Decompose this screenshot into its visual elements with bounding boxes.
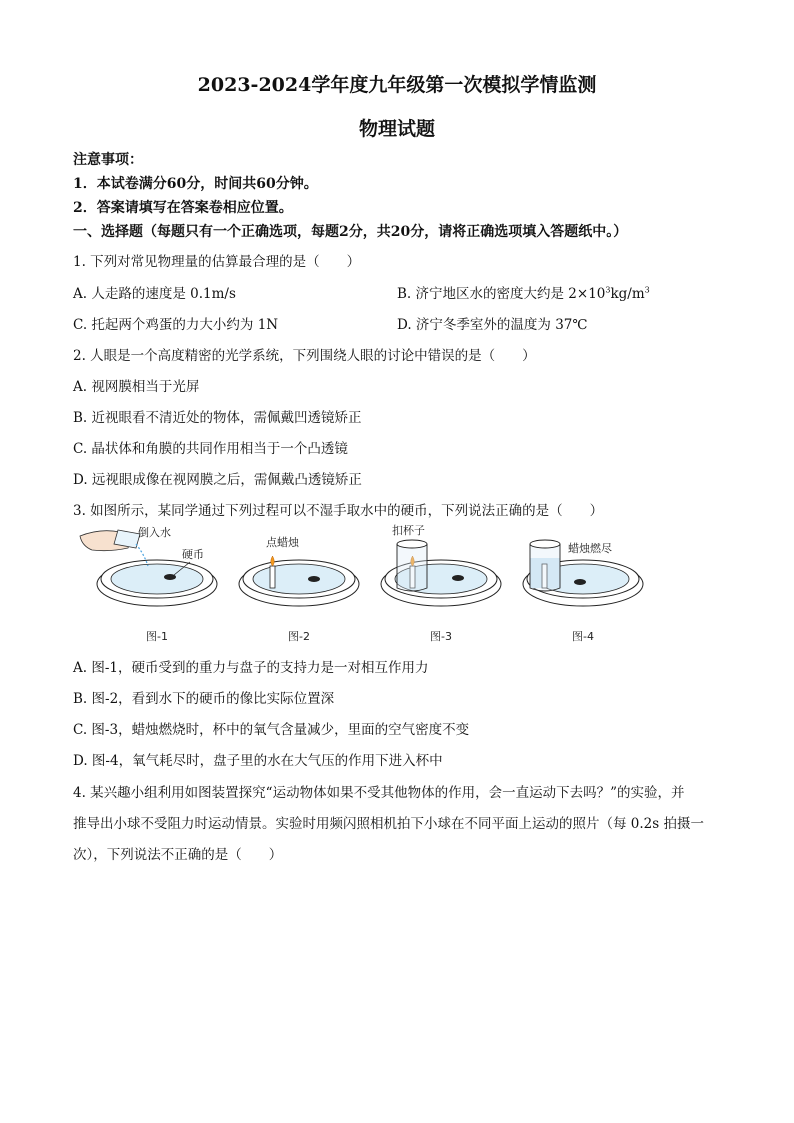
fig-2-label: 图-2 xyxy=(288,630,310,643)
q2-option-c: C. 晶状体和角膜的共同作用相当于一个凸透镜 xyxy=(73,441,348,457)
notice-heading: 注意事项： xyxy=(73,152,143,168)
label-coin: 硬币 xyxy=(182,548,204,561)
q4-line-2: 推导出小球不受阻力时运动情景。实验时用频闪照相机拍下小球在不同平面上运动的照片（每 0.2s 拍摄一 xyxy=(73,816,704,832)
fig-1-label: 图-1 xyxy=(146,630,168,643)
q1-stem: 1. 下列对常见物理量的估算最合理的是（ ） xyxy=(73,254,361,270)
notice-item-1: 1．本试卷满分60分，时间共60分钟。 xyxy=(73,176,318,192)
q4-line-1: 4. 某兴趣小组利用如图装置探究“运动物体如果不受其他物体的作用，会一直运动下去吗？”的实验，并 xyxy=(73,785,685,801)
q4-line-3: 次），下列说法不正确的是（ ） xyxy=(73,847,283,863)
flame-icon xyxy=(271,556,275,566)
candle-icon xyxy=(270,566,275,588)
exam-subtitle: 物理试题 xyxy=(358,118,435,140)
q1-option-a: A. 人走路的速度是 0.1m/s xyxy=(73,286,236,302)
fig-3-label: 图-3 xyxy=(430,630,452,643)
q1-option-b: B. 济宁地区水的密度大约是 $2\times 10^3kg/m^3$ xyxy=(397,285,650,302)
q3-option-d: D. 图-4，氧气耗尽时，盘子里的水在大气压的作用下进入杯中 xyxy=(73,753,443,769)
q2-option-d: D. 远视眼成像在视网膜之后，需佩戴凸透镜矫正 xyxy=(73,472,362,488)
fig-4-label: 图-4 xyxy=(572,630,594,643)
q3-stem: 3. 如图所示，某同学通过下列过程可以不湿手取水中的硬币，下列说法正确的是（ ） xyxy=(73,503,604,519)
coin-icon-4 xyxy=(574,579,586,585)
q2-stem: 2. 人眼是一个高度精密的光学系统，下列围绕人眼的讨论中错误的是（ ） xyxy=(73,348,536,364)
notice-item-2: 2．答案请填写在答案卷相应位置。 xyxy=(73,200,293,216)
figure-3-plate xyxy=(381,540,501,606)
coin-icon-2 xyxy=(308,576,320,582)
section-heading: 一、选择题（每题只有一个正确选项，每题2分，共20分，请将正确选项填入答题纸中。） xyxy=(73,224,628,240)
q3-option-a: A. 图-1，硬币受到的重力与盘子的支持力是一对相互作用力 xyxy=(73,660,429,676)
q1-option-d: D. 济宁冬季室外的温度为 37℃ xyxy=(397,317,588,333)
q2-option-b: B. 近视眼看不清近处的物体，需佩戴凹透镜矫正 xyxy=(73,410,362,426)
label-light-candle: 点蜡烛 xyxy=(266,536,299,549)
coin-icon-3 xyxy=(452,575,464,581)
cup-icon xyxy=(397,544,427,591)
q3-option-c: C. 图-3，蜡烛燃烧时，杯中的氧气含量减少，里面的空气密度不变 xyxy=(73,722,470,738)
label-cover-cup: 扣杯子 xyxy=(392,524,425,537)
q1-option-c: C. 托起两个鸡蛋的力大小约为 1N xyxy=(73,317,279,333)
q3-option-b: B. 图-2，看到水下的硬币的像比实际位置深 xyxy=(73,691,335,707)
figure-2-plate xyxy=(239,556,359,606)
q2-option-a: A. 视网膜相当于光屏 xyxy=(73,379,200,395)
q3-figure xyxy=(70,522,730,650)
label-candle-out: 蜡烛燃尽 xyxy=(568,542,612,555)
exam-title: 2023-2024学年度九年级第一次模拟学情监测 xyxy=(197,74,597,96)
cup-icon-4 xyxy=(530,544,560,591)
label-pour-water: 倒入水 xyxy=(138,526,171,539)
figure-1-plate xyxy=(97,560,217,606)
